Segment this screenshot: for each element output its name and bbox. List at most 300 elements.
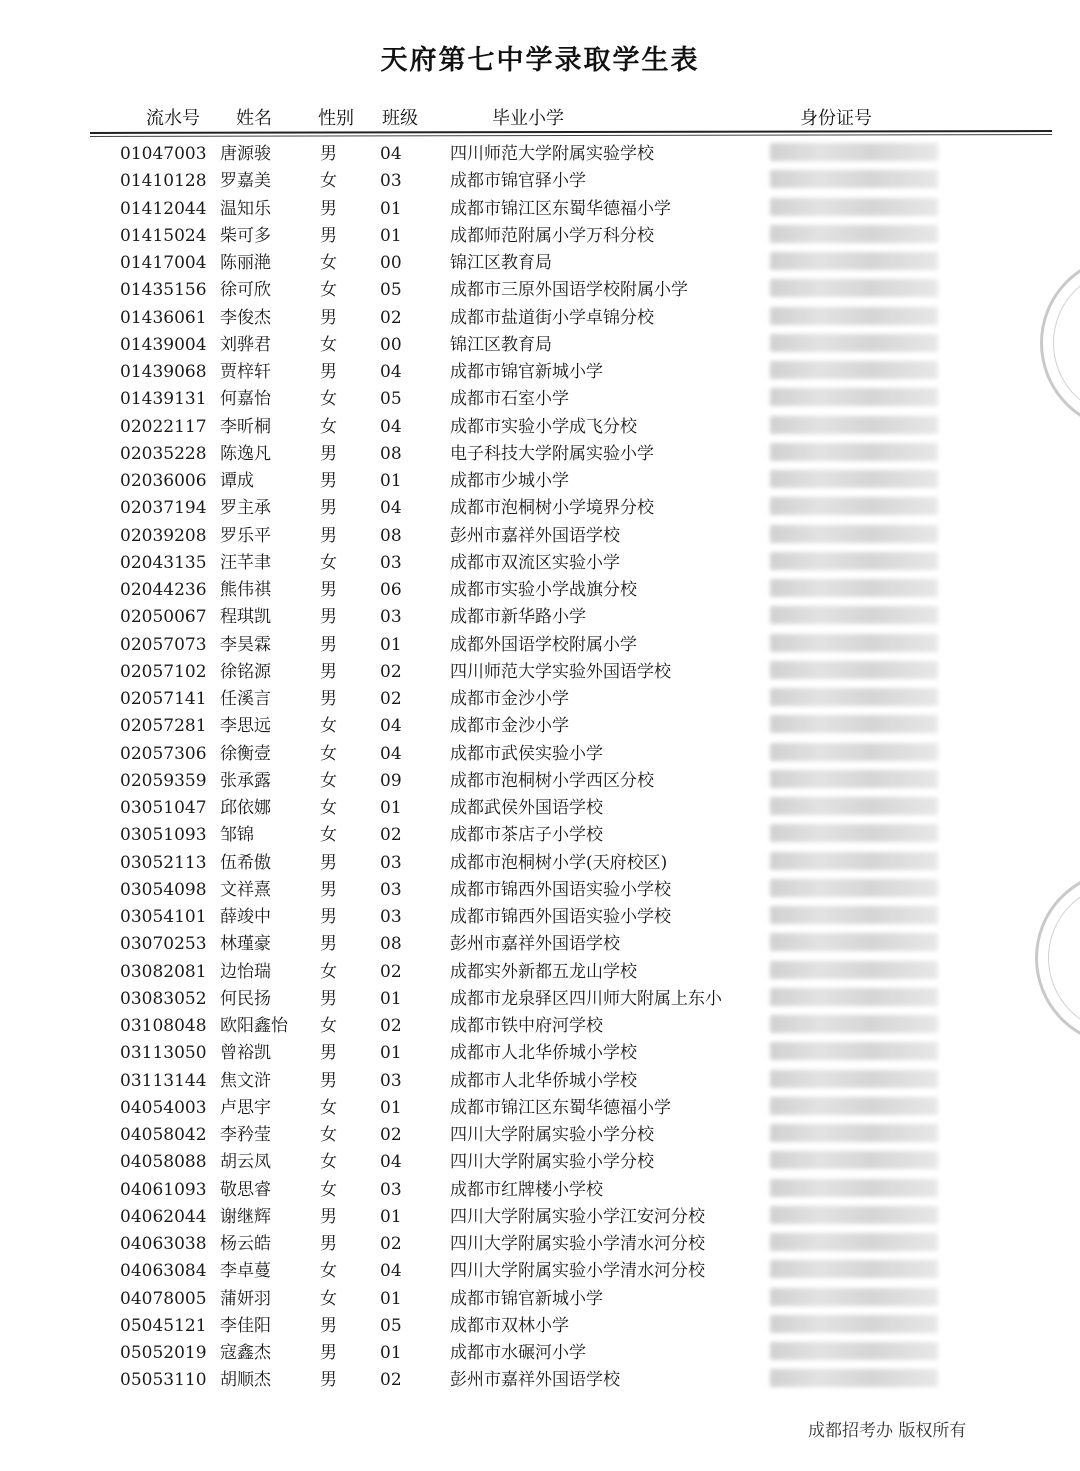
cell-class: 06 (380, 580, 402, 600)
cell-id: 05053110 (120, 1370, 207, 1391)
cell-id: 04078005 (120, 1288, 207, 1309)
cell-school: 成都市红牌楼小学校 (450, 1179, 603, 1200)
cell-class: 01 (380, 634, 402, 655)
cell-school: 四川大学附属实验小学清水河分校 (450, 1234, 705, 1254)
table-row (0, 876, 1080, 903)
cell-gender: 男 (320, 362, 337, 382)
cell-school: 成都市锦西外国语实验小学校 (450, 879, 671, 900)
cell-class: 02 (380, 825, 402, 846)
cell-school: 成都市龙泉驿区四川师大附属上东小 (450, 988, 722, 1009)
cell-gender: 女 (320, 280, 337, 301)
header-name: 姓名 (236, 108, 272, 129)
table-row (0, 304, 1080, 331)
cell-school: 四川师范大学附属实验学校 (450, 144, 654, 164)
cell-idcard-redacted (770, 1097, 938, 1115)
cell-name: 何嘉怡 (220, 389, 271, 410)
cell-gender: 女 (320, 171, 337, 192)
cell-name: 徐衡壹 (220, 743, 271, 764)
cell-id: 03083052 (120, 988, 207, 1009)
table-row (0, 331, 1080, 358)
cell-idcard-redacted (770, 824, 938, 842)
table-row (0, 1339, 1080, 1366)
cell-gender: 女 (320, 743, 337, 764)
table-row (0, 1312, 1080, 1339)
table-header (0, 104, 1080, 132)
cell-gender: 男 (320, 1370, 337, 1391)
cell-id: 04054003 (120, 1097, 207, 1118)
cell-idcard-redacted (770, 797, 938, 815)
cell-gender: 男 (320, 879, 337, 900)
cell-class: 01 (380, 988, 402, 1009)
table-row (0, 794, 1080, 821)
cell-name: 温知乐 (220, 198, 271, 219)
cell-class: 04 (380, 743, 402, 764)
cell-id: 04063038 (120, 1234, 207, 1254)
cell-id: 05045121 (120, 1315, 207, 1336)
cell-school: 成都市石室小学 (450, 389, 569, 410)
cell-gender: 男 (320, 498, 337, 519)
cell-gender: 女 (320, 334, 337, 355)
cell-class: 01 (380, 471, 402, 491)
cell-idcard-redacted (770, 906, 938, 924)
cell-idcard-redacted (770, 170, 938, 188)
cell-class: 09 (380, 770, 402, 791)
table-row (0, 767, 1080, 794)
cell-gender: 男 (320, 1206, 337, 1227)
cell-name: 李俊杰 (220, 307, 271, 328)
cell-id: 02022117 (120, 416, 207, 437)
table-row (0, 603, 1080, 630)
cell-idcard-redacted (770, 416, 938, 434)
cell-gender: 男 (320, 443, 337, 464)
cell-class: 03 (380, 852, 402, 873)
cell-school: 成都武侯外国语学校 (450, 798, 603, 818)
cell-name: 杨云皓 (220, 1234, 271, 1254)
table-row (0, 658, 1080, 685)
cell-name: 胡云凤 (220, 1152, 271, 1173)
cell-id: 04063084 (120, 1261, 207, 1282)
table-row (0, 413, 1080, 440)
cell-idcard-redacted (770, 1315, 938, 1333)
cell-gender: 男 (320, 1234, 337, 1254)
cell-name: 柴可多 (220, 225, 271, 246)
table-row (0, 631, 1080, 658)
cell-id: 04062044 (120, 1206, 207, 1227)
cell-idcard-redacted (770, 1151, 938, 1169)
table-row (0, 549, 1080, 576)
cell-idcard-redacted (770, 443, 938, 461)
cell-school: 彭州市嘉祥外国语学校 (450, 1370, 620, 1391)
cell-id: 01439068 (120, 362, 207, 382)
cell-school: 成都市泡桐树小学西区分校 (450, 770, 654, 791)
cell-id: 01410128 (120, 171, 207, 192)
cell-name: 张承露 (220, 770, 271, 791)
cell-id: 03108048 (120, 1016, 207, 1036)
cell-school: 成都市金沙小学 (450, 716, 569, 737)
table-row (0, 576, 1080, 603)
cell-name: 寇鑫杰 (220, 1343, 271, 1363)
table-row (0, 222, 1080, 249)
cell-class: 04 (380, 1152, 402, 1173)
cell-school: 成都师范附属小学万科分校 (450, 225, 654, 246)
copyright-footer: 成都招考办 版权所有 (808, 1421, 967, 1441)
cell-id: 02043135 (120, 552, 207, 573)
cell-idcard-redacted (770, 252, 938, 270)
cell-school: 成都市锦官新城小学 (450, 362, 603, 382)
cell-name: 李昊霖 (220, 634, 271, 655)
cell-gender: 男 (320, 1070, 337, 1091)
cell-id: 04058088 (120, 1152, 207, 1173)
cell-gender: 女 (320, 1261, 337, 1282)
table-row (0, 522, 1080, 549)
cell-class: 00 (380, 334, 402, 355)
cell-id: 04061093 (120, 1179, 207, 1200)
cell-idcard-redacted (770, 1070, 938, 1088)
cell-id: 02037194 (120, 498, 207, 519)
cell-idcard-redacted (770, 307, 938, 325)
cell-id: 03113050 (120, 1043, 207, 1064)
table-row (0, 140, 1080, 167)
cell-id: 02059359 (120, 770, 207, 791)
cell-idcard-redacted (770, 634, 938, 652)
cell-class: 02 (380, 1234, 402, 1254)
table-row (0, 494, 1080, 521)
cell-id: 02035228 (120, 443, 207, 464)
cell-idcard-redacted (770, 497, 938, 515)
cell-id: 03082081 (120, 961, 207, 982)
cell-gender: 女 (320, 552, 337, 573)
cell-school: 成都市泡桐树小学(天府校区) (450, 852, 668, 873)
cell-name: 何民扬 (220, 988, 271, 1009)
cell-name: 陈逸凡 (220, 443, 271, 464)
table-row (0, 849, 1080, 876)
cell-idcard-redacted (770, 606, 938, 624)
cell-name: 贾梓轩 (220, 362, 271, 382)
cell-name: 李昕桐 (220, 416, 271, 437)
cell-gender: 男 (320, 471, 337, 491)
cell-name: 徐可欣 (220, 280, 271, 301)
cell-gender: 男 (320, 852, 337, 873)
cell-school: 成都市武侯实验小学 (450, 743, 603, 764)
cell-school: 成都外国语学校附属小学 (450, 634, 637, 655)
cell-gender: 男 (320, 1315, 337, 1336)
cell-class: 08 (380, 443, 402, 464)
cell-class: 02 (380, 661, 402, 682)
cell-class: 01 (380, 1043, 402, 1064)
cell-school: 成都市双流区实验小学 (450, 552, 620, 573)
cell-gender: 女 (320, 825, 337, 846)
cell-idcard-redacted (770, 225, 938, 243)
cell-school: 成都市锦官新城小学 (450, 1288, 603, 1309)
cell-name: 李矜莹 (220, 1125, 271, 1145)
table-row (0, 249, 1080, 276)
cell-id: 01436061 (120, 307, 207, 328)
cell-id: 02050067 (120, 607, 207, 628)
cell-class: 05 (380, 389, 402, 410)
cell-school: 四川大学附属实验小学分校 (450, 1125, 654, 1145)
cell-gender: 男 (320, 525, 337, 546)
table-row (0, 740, 1080, 767)
table-row (0, 1121, 1080, 1148)
cell-id: 03054101 (120, 907, 207, 927)
table-row (0, 167, 1080, 194)
cell-idcard-redacted (770, 1124, 938, 1142)
cell-class: 04 (380, 362, 402, 382)
header-idcard: 身份证号 (800, 108, 872, 129)
cell-class: 02 (380, 689, 402, 709)
cell-gender: 女 (320, 716, 337, 737)
table-row (0, 385, 1080, 412)
table-row (0, 1285, 1080, 1312)
cell-name: 薛竣中 (220, 907, 271, 927)
cell-gender: 女 (320, 961, 337, 982)
header-school: 毕业小学 (492, 108, 564, 129)
cell-id: 01415024 (120, 225, 207, 246)
cell-gender: 男 (320, 689, 337, 709)
cell-gender: 男 (320, 1343, 337, 1363)
table-row (0, 1012, 1080, 1039)
cell-school: 成都市锦江区东蜀华德福小学 (450, 198, 671, 219)
cell-school: 成都市锦官驿小学 (450, 171, 586, 192)
cell-school: 成都市双林小学 (450, 1315, 569, 1336)
cell-id: 03052113 (120, 852, 207, 873)
cell-gender: 男 (320, 934, 337, 955)
cell-idcard-redacted (770, 852, 938, 870)
table-row (0, 358, 1080, 385)
cell-gender: 女 (320, 1125, 337, 1145)
table-row (0, 985, 1080, 1012)
table-row (0, 1148, 1080, 1175)
cell-class: 01 (380, 1288, 402, 1309)
cell-idcard-redacted (770, 688, 938, 706)
cell-gender: 女 (320, 389, 337, 410)
cell-name: 卢思宇 (220, 1097, 271, 1118)
cell-idcard-redacted (770, 743, 938, 761)
header-gender: 性别 (318, 108, 354, 129)
table-row (0, 712, 1080, 739)
cell-class: 02 (380, 1016, 402, 1036)
header-rule-thin (90, 134, 1052, 137)
cell-school: 成都市实验小学成飞分校 (450, 416, 637, 437)
table-row (0, 1039, 1080, 1066)
cell-gender: 男 (320, 907, 337, 927)
cell-class: 03 (380, 607, 402, 628)
cell-class: 04 (380, 1261, 402, 1282)
cell-school: 成都实外新都五龙山学校 (450, 961, 637, 982)
cell-id: 03070253 (120, 934, 207, 955)
cell-school: 成都市盐道街小学卓锦分校 (450, 307, 654, 328)
cell-idcard-redacted (770, 1260, 938, 1278)
cell-gender: 男 (320, 198, 337, 219)
cell-idcard-redacted (770, 933, 938, 951)
cell-gender: 男 (320, 580, 337, 600)
cell-name: 罗乐平 (220, 525, 271, 546)
cell-name: 程琪凯 (220, 607, 271, 628)
cell-gender: 女 (320, 416, 337, 437)
cell-idcard-redacted (770, 552, 938, 570)
cell-name: 任溪言 (220, 689, 271, 709)
cell-idcard-redacted (770, 1369, 938, 1387)
cell-class: 03 (380, 1070, 402, 1091)
cell-class: 02 (380, 307, 402, 328)
cell-gender: 男 (320, 661, 337, 682)
table-row (0, 1067, 1080, 1094)
table-row (0, 821, 1080, 848)
cell-id: 01417004 (120, 253, 207, 273)
cell-school: 电子科技大学附属实验小学 (450, 443, 654, 464)
cell-gender: 女 (320, 253, 337, 273)
cell-school: 彭州市嘉祥外国语学校 (450, 934, 620, 955)
cell-name: 敬思睿 (220, 1179, 271, 1200)
cell-idcard-redacted (770, 879, 938, 897)
cell-school: 成都市锦江区东蜀华德福小学 (450, 1097, 671, 1118)
page-title: 天府第七中学录取学生表 (380, 45, 700, 76)
cell-gender: 女 (320, 1152, 337, 1173)
cell-name: 熊伟祺 (220, 580, 271, 600)
cell-gender: 女 (320, 798, 337, 818)
cell-id: 02044236 (120, 580, 207, 600)
cell-idcard-redacted (770, 1288, 938, 1306)
cell-school: 成都市人北华侨城小学校 (450, 1070, 637, 1091)
cell-school: 锦江区教育局 (450, 253, 552, 273)
cell-school: 成都市锦西外国语实验小学校 (450, 907, 671, 927)
table-row (0, 1176, 1080, 1203)
cell-gender: 男 (320, 634, 337, 655)
table-row (0, 930, 1080, 957)
cell-class: 04 (380, 416, 402, 437)
table-row (0, 1094, 1080, 1121)
cell-school: 彭州市嘉祥外国语学校 (450, 525, 620, 546)
cell-school: 成都市少城小学 (450, 471, 569, 491)
cell-idcard-redacted (770, 1015, 938, 1033)
cell-name: 刘骅君 (220, 334, 271, 355)
cell-idcard-redacted (770, 1206, 938, 1224)
cell-class: 04 (380, 144, 402, 164)
cell-name: 邹锦 (220, 825, 254, 846)
cell-gender: 男 (320, 988, 337, 1009)
cell-gender: 男 (320, 1043, 337, 1064)
cell-id: 04058042 (120, 1125, 207, 1145)
table-row (0, 685, 1080, 712)
cell-school: 锦江区教育局 (450, 334, 552, 355)
cell-id: 02039208 (120, 525, 207, 546)
cell-gender: 男 (320, 225, 337, 246)
cell-gender: 男 (320, 607, 337, 628)
cell-school: 成都市铁中府河学校 (450, 1016, 603, 1036)
cell-name: 林瑾豪 (220, 934, 271, 955)
cell-gender: 男 (320, 307, 337, 328)
cell-school: 成都市新华路小学 (450, 607, 586, 628)
cell-id: 01439004 (120, 334, 207, 355)
cell-idcard-redacted (770, 579, 938, 597)
table-row (0, 1230, 1080, 1257)
cell-class: 00 (380, 253, 402, 273)
cell-idcard-redacted (770, 279, 938, 297)
cell-idcard-redacted (770, 143, 938, 161)
cell-class: 01 (380, 225, 402, 246)
cell-idcard-redacted (770, 388, 938, 406)
cell-name: 边怡瑞 (220, 961, 271, 982)
table-row (0, 1257, 1080, 1284)
cell-name: 伍希傲 (220, 852, 271, 873)
table-row (0, 1366, 1080, 1393)
header-class: 班级 (382, 108, 418, 129)
cell-class: 03 (380, 1179, 402, 1200)
cell-id: 02057306 (120, 743, 207, 764)
cell-class: 02 (380, 961, 402, 982)
cell-name: 徐铭源 (220, 661, 271, 682)
cell-school: 四川大学附属实验小学江安河分校 (450, 1206, 705, 1227)
cell-id: 03113144 (120, 1070, 207, 1091)
cell-school: 四川师范大学实验外国语学校 (450, 661, 671, 682)
cell-idcard-redacted (770, 525, 938, 543)
cell-idcard-redacted (770, 1342, 938, 1360)
cell-gender: 女 (320, 1288, 337, 1309)
cell-name: 谭成 (220, 471, 254, 491)
cell-id: 01412044 (120, 198, 207, 219)
cell-class: 03 (380, 552, 402, 573)
table-row (0, 1203, 1080, 1230)
cell-class: 04 (380, 498, 402, 519)
cell-id: 03051047 (120, 798, 207, 818)
cell-gender: 男 (320, 144, 337, 164)
cell-idcard-redacted (770, 770, 938, 788)
cell-class: 03 (380, 907, 402, 927)
cell-name: 胡顺杰 (220, 1370, 271, 1391)
cell-name: 李卓蔓 (220, 1261, 271, 1282)
cell-idcard-redacted (770, 1233, 938, 1251)
cell-name: 文祥熹 (220, 879, 271, 900)
cell-class: 05 (380, 280, 402, 301)
cell-gender: 女 (320, 770, 337, 791)
cell-class: 03 (380, 879, 402, 900)
cell-name: 唐源骏 (220, 144, 271, 164)
cell-id: 02057281 (120, 716, 207, 737)
cell-name: 曾裕凯 (220, 1043, 271, 1064)
cell-idcard-redacted (770, 715, 938, 733)
table-row (0, 440, 1080, 467)
cell-id: 03054098 (120, 879, 207, 900)
cell-idcard-redacted (770, 988, 938, 1006)
cell-class: 08 (380, 525, 402, 546)
cell-id: 01435156 (120, 280, 207, 301)
cell-class: 01 (380, 198, 402, 219)
cell-id: 01439131 (120, 389, 207, 410)
cell-id: 02057073 (120, 634, 207, 655)
cell-name: 汪芊聿 (220, 552, 271, 573)
cell-school: 成都市水碾河小学 (450, 1343, 586, 1363)
cell-gender: 女 (320, 1097, 337, 1118)
table-row (0, 903, 1080, 930)
cell-name: 欧阳鑫怡 (220, 1016, 288, 1036)
cell-idcard-redacted (770, 361, 938, 379)
cell-school: 成都市茶店子小学校 (450, 825, 603, 846)
cell-school: 四川大学附属实验小学分校 (450, 1152, 654, 1173)
cell-school: 成都市泡桐树小学境界分校 (450, 498, 654, 519)
cell-id: 01047003 (120, 144, 207, 164)
cell-class: 01 (380, 1206, 402, 1227)
cell-gender: 女 (320, 1179, 337, 1200)
cell-idcard-redacted (770, 470, 938, 488)
table-row (0, 195, 1080, 222)
cell-idcard-redacted (770, 1179, 938, 1197)
cell-name: 陈丽滟 (220, 253, 271, 273)
cell-school: 成都市实验小学战旗分校 (450, 580, 637, 600)
cell-id: 05052019 (120, 1343, 207, 1363)
cell-school: 四川大学附属实验小学清水河分校 (450, 1261, 705, 1282)
cell-name: 李思远 (220, 716, 271, 737)
cell-idcard-redacted (770, 961, 938, 979)
